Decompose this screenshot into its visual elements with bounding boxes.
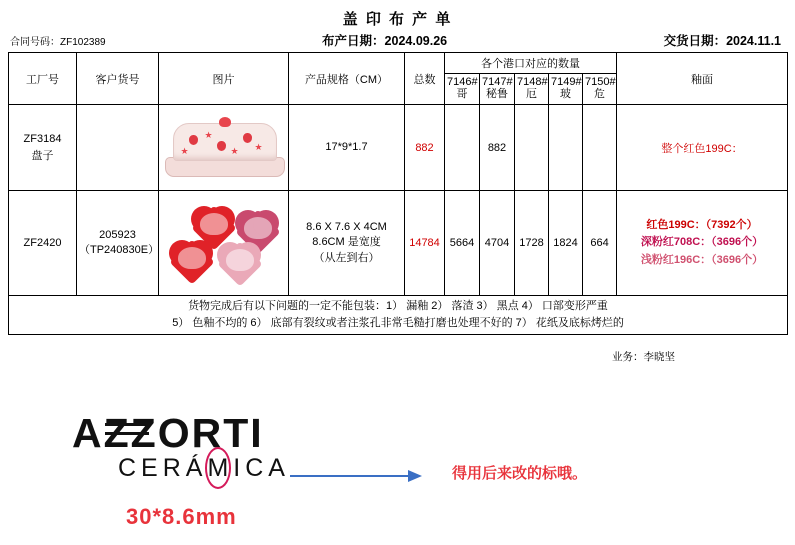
cell-port-7148: 1728 bbox=[515, 191, 549, 296]
highlight-circle-marker bbox=[205, 447, 231, 489]
cell-spec bbox=[289, 191, 405, 296]
header-customer-no: 客户货号 bbox=[77, 53, 159, 105]
header-spec: 产品规格（CM） bbox=[289, 53, 405, 105]
cell-total: 14784 bbox=[405, 191, 445, 296]
delivery-date bbox=[664, 31, 785, 49]
butter-dish-icon: ★ ★ ★ ★ bbox=[165, 117, 283, 179]
glaze-color-2: 深粉红708C： bbox=[640, 236, 712, 249]
glaze-qty-1: （7392个） bbox=[705, 218, 758, 231]
brand-subtitle: CERÁMICA bbox=[118, 454, 290, 482]
cell-port-7147: 4704 bbox=[480, 191, 515, 296]
table-notes-row bbox=[9, 296, 788, 335]
cell-customer-no: 205923 （TP240830E） bbox=[77, 191, 159, 296]
cell-total: 882 bbox=[405, 105, 445, 191]
header-ports-group: 各个港口对应的数量 bbox=[445, 53, 617, 74]
production-order-table bbox=[8, 52, 788, 335]
header-port-7149: 7149# 玻 bbox=[549, 74, 583, 105]
cell-product-image bbox=[159, 105, 289, 191]
glaze-color-1: 红色199C： bbox=[646, 218, 706, 231]
cell-port-7149 bbox=[549, 105, 583, 191]
cell-port-7148 bbox=[515, 105, 549, 191]
cell-product-image bbox=[159, 191, 289, 296]
glaze-qty-3: （3696个） bbox=[711, 253, 764, 266]
cell-port-7147: 882 bbox=[480, 105, 515, 191]
cell-port-7149: 1824 bbox=[549, 191, 583, 296]
production-date-value: 2024.09.26 bbox=[384, 34, 448, 48]
note-line-2: 5） 色釉不均的 6） 底部有裂纹或者注浆孔非常毛糙打磨也处理不好的 7） 花纸及底标烤烂的 bbox=[172, 317, 624, 330]
header-port-7150: 7150# 危 bbox=[583, 74, 617, 105]
spec-line-1: 8.6 X 7.6 X 4CM bbox=[306, 221, 387, 233]
header-factory-no: 工厂号 bbox=[9, 53, 77, 105]
glaze-line-2 bbox=[619, 234, 785, 252]
table-row bbox=[9, 191, 788, 296]
delivery-date-label: 交货日期： bbox=[663, 34, 727, 48]
cell-factory-no: ZF3184 盘子 bbox=[9, 105, 77, 191]
production-date-label: 布产日期： bbox=[322, 34, 385, 48]
logo-section bbox=[0, 392, 795, 545]
cell-glaze bbox=[617, 191, 788, 296]
contract-number: 合同号码：ZF102389 bbox=[10, 37, 106, 48]
note-line-1: 货物完成后有以下问题的一定不能包装：1） 漏釉 2） 落渣 3） 黑点 4） 口部变形严重 bbox=[188, 300, 608, 312]
brand-wordmark: AZZORTI bbox=[72, 410, 264, 456]
revision-note: 得用后来改的标哦。 bbox=[452, 465, 588, 482]
logo-dimension: 30*8.6mm bbox=[126, 504, 237, 529]
arrow-icon bbox=[290, 470, 425, 482]
cell-customer-no bbox=[77, 105, 159, 191]
table-row bbox=[9, 105, 788, 191]
brand-strike-lower bbox=[105, 432, 149, 435]
cell-port-7150: 664 bbox=[583, 191, 617, 296]
header-picture: 图片 bbox=[159, 53, 289, 105]
document-meta-row bbox=[0, 31, 795, 52]
glaze-line-3 bbox=[619, 252, 785, 270]
cell-glaze: 整个红色199C： bbox=[617, 105, 788, 191]
header-port-7147: 7147# 秘鲁 bbox=[480, 74, 515, 105]
glaze-color-3: 浅粉红196C： bbox=[640, 253, 712, 266]
cell-spec: 17*9*1.7 bbox=[289, 105, 405, 191]
cell-port-7146 bbox=[445, 105, 480, 191]
header-glaze: 釉面 bbox=[617, 53, 788, 105]
brand-strike-upper bbox=[105, 423, 149, 426]
table-header-row-1 bbox=[9, 53, 788, 74]
packing-notes bbox=[9, 296, 788, 335]
heart-bowls-icon bbox=[161, 204, 286, 282]
glaze-qty-2: （3696个） bbox=[711, 236, 764, 249]
header-port-7146: 7146# 哥 bbox=[445, 74, 480, 105]
header-total: 总数 bbox=[405, 53, 445, 105]
cell-port-7150 bbox=[583, 105, 617, 191]
cell-port-7146: 5664 bbox=[445, 191, 480, 296]
spec-line-3: （从左到右） bbox=[313, 252, 380, 264]
signature-line: 业务：李晓坚 bbox=[612, 351, 675, 364]
page-title: 盖 印 布 产 单 bbox=[342, 11, 453, 28]
cell-factory-no: ZF2420 bbox=[9, 191, 77, 296]
production-date bbox=[106, 31, 664, 49]
spec-line-2: 8.6CM 是宽度 bbox=[312, 236, 381, 248]
glaze-line-1 bbox=[619, 217, 785, 235]
header-port-7148: 7148# 厄 bbox=[515, 74, 549, 105]
delivery-date-value: 2024.11.1 bbox=[726, 34, 781, 48]
